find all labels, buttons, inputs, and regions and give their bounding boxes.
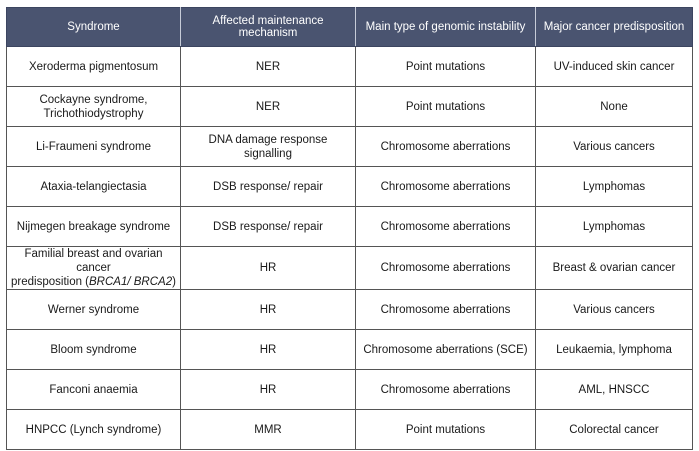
- cell-cancer: Various cancers: [536, 127, 693, 167]
- table-row: [7, 290, 693, 330]
- table-row: [7, 87, 693, 127]
- cell-cancer: Various cancers: [536, 290, 693, 330]
- cell-mechanism: HR: [181, 290, 356, 330]
- cell-cancer: Breast & ovarian cancer: [536, 247, 693, 290]
- cell-instability: Chromosome aberrations: [356, 247, 536, 290]
- cell-cancer: UV-induced skin cancer: [536, 47, 693, 87]
- table-row: [7, 207, 693, 247]
- cell-instability: Chromosome aberrations: [356, 127, 536, 167]
- genomic-instability-table: [6, 7, 693, 450]
- cell-instability: Chromosome aberrations: [356, 207, 536, 247]
- cell-syndrome: Ataxia-telangiectasia: [7, 167, 181, 207]
- cell-instability: Chromosome aberrations: [356, 167, 536, 207]
- genomic-instability-table-container: [6, 7, 692, 450]
- cell-syndrome: [7, 87, 181, 127]
- cell-cancer: Colorectal cancer: [536, 410, 693, 450]
- table-row: [7, 127, 693, 167]
- cell-syndrome-line2-prefix: predisposition (: [11, 276, 90, 288]
- cell-instability: Chromosome aberrations (SCE): [356, 330, 536, 370]
- cell-cancer: None: [536, 87, 693, 127]
- cell-syndrome-genes: BRCA1/ BRCA2: [89, 276, 173, 288]
- cell-syndrome: [7, 247, 181, 290]
- header-cancer: Major cancer predisposition: [536, 8, 693, 47]
- cell-syndrome-line1: Cockayne syndrome,: [39, 93, 148, 106]
- header-mechanism: Affected maintenance mechanism: [181, 8, 356, 47]
- cell-cancer: Lymphomas: [536, 207, 693, 247]
- cell-instability: Point mutations: [356, 47, 536, 87]
- cell-mechanism: HR: [181, 330, 356, 370]
- cell-mechanism: HR: [181, 370, 356, 410]
- cell-cancer: Lymphomas: [536, 167, 693, 207]
- table-header-row: [7, 8, 693, 47]
- cell-instability: Point mutations: [356, 410, 536, 450]
- cell-syndrome: Bloom syndrome: [7, 330, 181, 370]
- header-instability: Main type of genomic instability: [356, 8, 536, 47]
- cell-syndrome: Li-Fraumeni syndrome: [7, 127, 181, 167]
- table-row: [7, 247, 693, 290]
- cell-cancer: AML, HNSCC: [536, 370, 693, 410]
- cell-mechanism: DSB response/ repair: [181, 207, 356, 247]
- cell-syndrome: Fanconi anaemia: [7, 370, 181, 410]
- cell-instability: Chromosome aberrations: [356, 370, 536, 410]
- cell-syndrome-line2-suffix: ): [172, 276, 176, 288]
- cell-instability: Point mutations: [356, 87, 536, 127]
- cell-mechanism: HR: [181, 247, 356, 290]
- cell-syndrome: Xeroderma pigmentosum: [7, 47, 181, 87]
- cell-mechanism: NER: [181, 47, 356, 87]
- cell-syndrome: Werner syndrome: [7, 290, 181, 330]
- table-row: [7, 410, 693, 450]
- table-row: [7, 47, 693, 87]
- cell-syndrome-line2: Trichothiodystrophy: [43, 107, 144, 120]
- cell-mechanism: MMR: [181, 410, 356, 450]
- cell-cancer: Leukaemia, lymphoma: [536, 330, 693, 370]
- cell-instability: Chromosome aberrations: [356, 290, 536, 330]
- cell-syndrome: HNPCC (Lynch syndrome): [7, 410, 181, 450]
- header-syndrome: Syndrome: [7, 8, 181, 47]
- cell-mechanism: DSB response/ repair: [181, 167, 356, 207]
- cell-mechanism: NER: [181, 87, 356, 127]
- table-row: [7, 370, 693, 410]
- cell-syndrome-line1: Familial breast and ovarian cancer: [24, 248, 163, 274]
- table-row: [7, 330, 693, 370]
- table-row: [7, 167, 693, 207]
- cell-syndrome: Nijmegen breakage syndrome: [7, 207, 181, 247]
- cell-mechanism: DNA damage response signalling: [181, 127, 356, 167]
